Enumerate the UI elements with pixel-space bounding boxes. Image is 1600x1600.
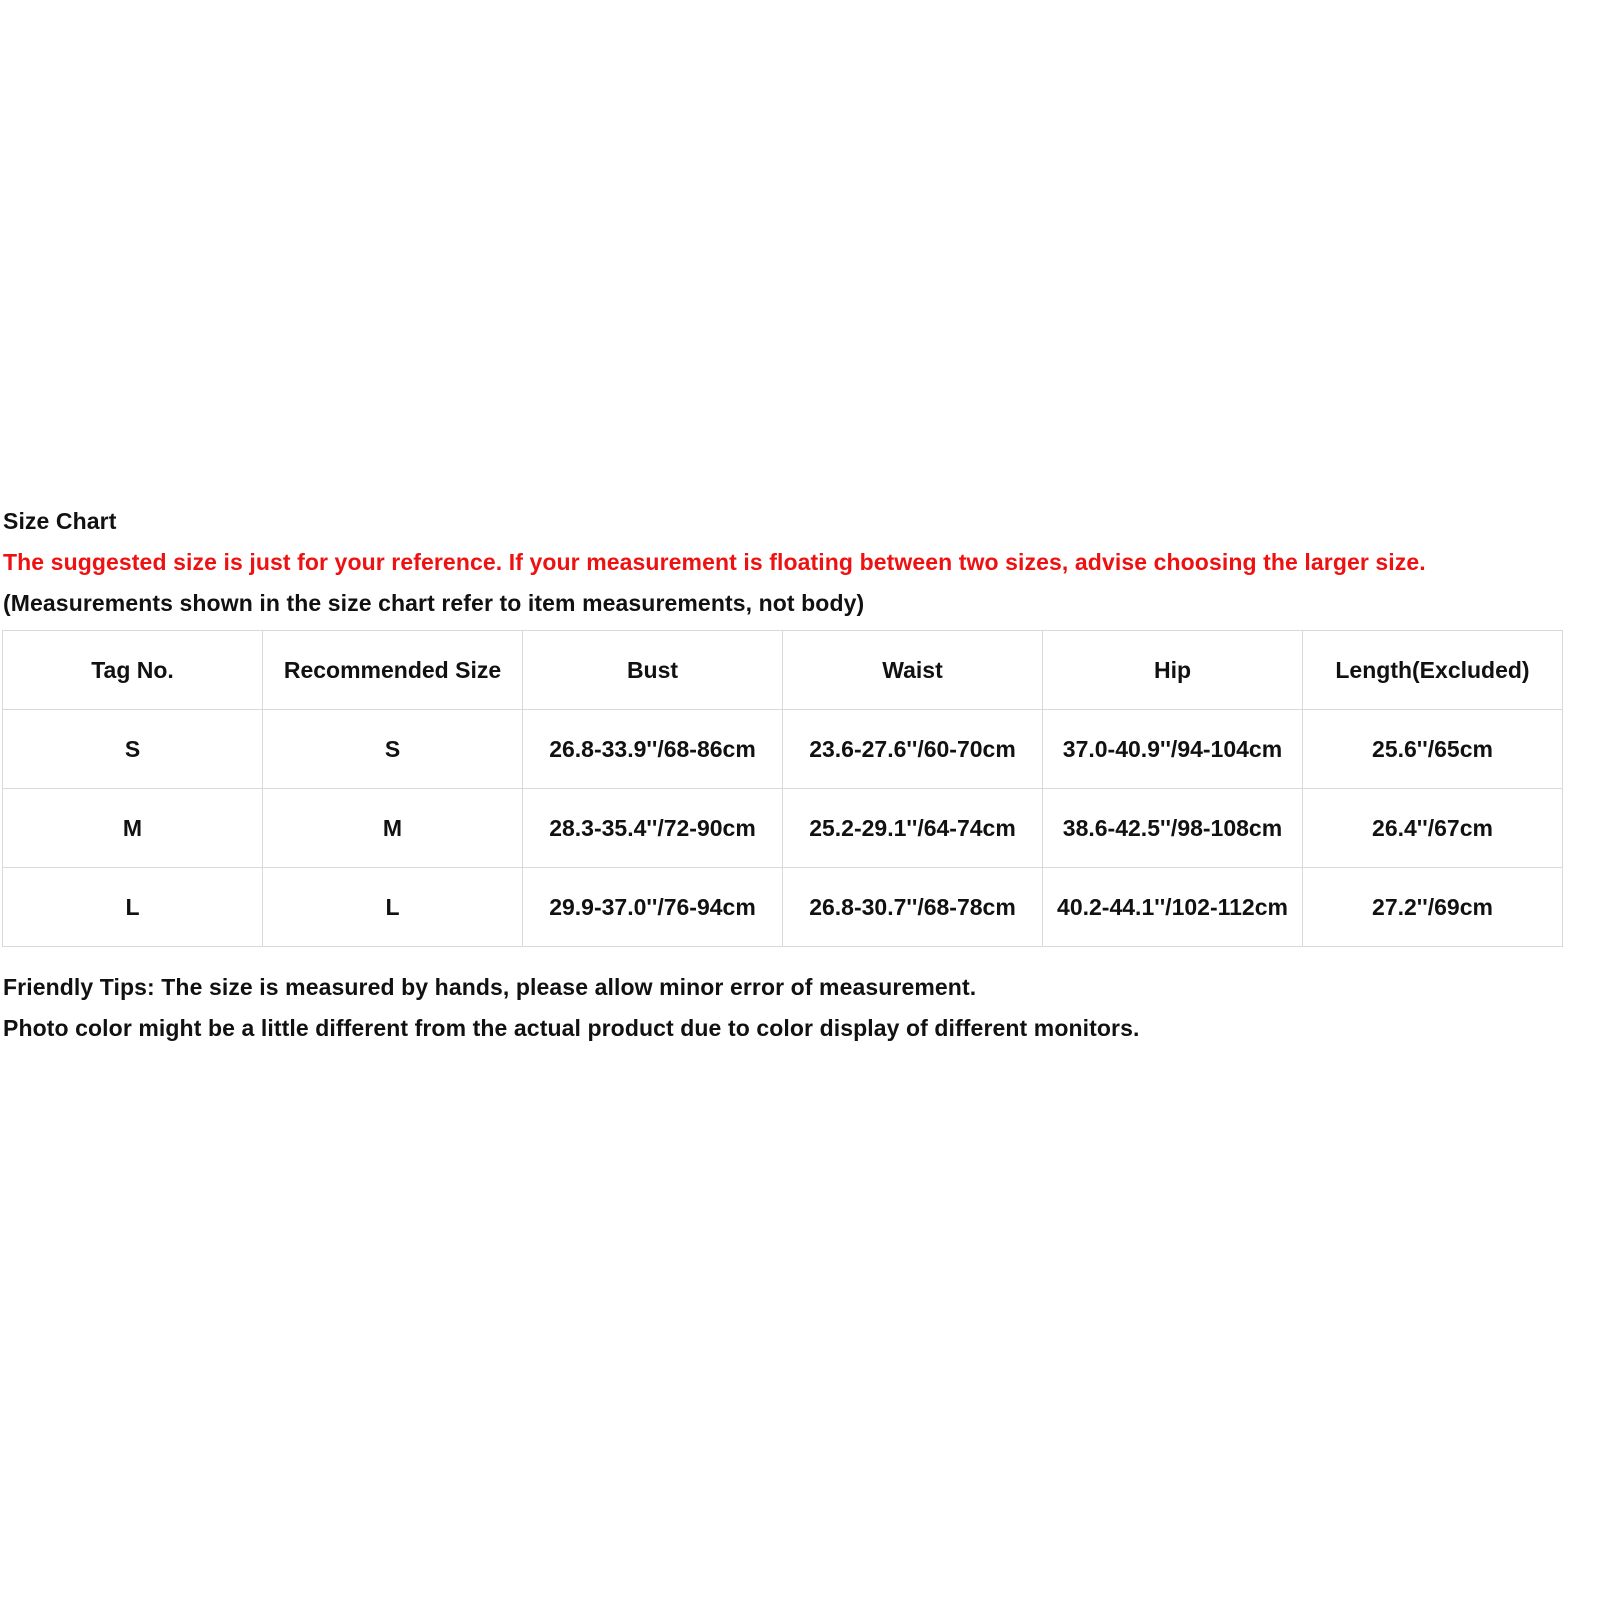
cell-length: 27.2''/69cm [1303, 868, 1563, 947]
cell-length: 26.4''/67cm [1303, 789, 1563, 868]
header-waist: Waist [783, 631, 1043, 710]
cell-waist: 23.6-27.6''/60-70cm [783, 710, 1043, 789]
cell-recommended-size: S [263, 710, 523, 789]
header-recommended-size: Recommended Size [263, 631, 523, 710]
header-bust: Bust [523, 631, 783, 710]
cell-waist: 25.2-29.1''/64-74cm [783, 789, 1043, 868]
cell-waist: 26.8-30.7''/68-78cm [783, 868, 1043, 947]
table-row [3, 789, 1563, 868]
measurement-note: (Measurements shown in the size chart refer to item measurements, not body) [3, 590, 865, 616]
cell-hip: 40.2-44.1''/102-112cm [1043, 868, 1303, 947]
header-length: Length(Excluded) [1303, 631, 1563, 710]
cell-length: 25.6''/65cm [1303, 710, 1563, 789]
friendly-tip-photo-color: Photo color might be a little different from the actual product due to color display of different monitors. [3, 1015, 1140, 1041]
header-tag-no: Tag No. [3, 631, 263, 710]
cell-hip: 38.6-42.5''/98-108cm [1043, 789, 1303, 868]
cell-bust: 28.3-35.4''/72-90cm [523, 789, 783, 868]
header-hip: Hip [1043, 631, 1303, 710]
cell-bust: 26.8-33.9''/68-86cm [523, 710, 783, 789]
size-chart-title: Size Chart [3, 508, 117, 534]
cell-tag-no: L [3, 868, 263, 947]
cell-tag-no: M [3, 789, 263, 868]
size-recommendation-notice: The suggested size is just for your reference. If your measurement is floating between two sizes, advise choosing the larger size. [3, 549, 1426, 575]
table-row [3, 868, 1563, 947]
table-row [3, 710, 1563, 789]
table-header-row [3, 631, 1563, 710]
size-chart-table [2, 630, 1563, 947]
cell-recommended-size: M [263, 789, 523, 868]
cell-recommended-size: L [263, 868, 523, 947]
cell-bust: 29.9-37.0''/76-94cm [523, 868, 783, 947]
cell-tag-no: S [3, 710, 263, 789]
friendly-tip-measurement: Friendly Tips: The size is measured by hands, please allow minor error of measurement. [3, 974, 977, 1000]
cell-hip: 37.0-40.9''/94-104cm [1043, 710, 1303, 789]
